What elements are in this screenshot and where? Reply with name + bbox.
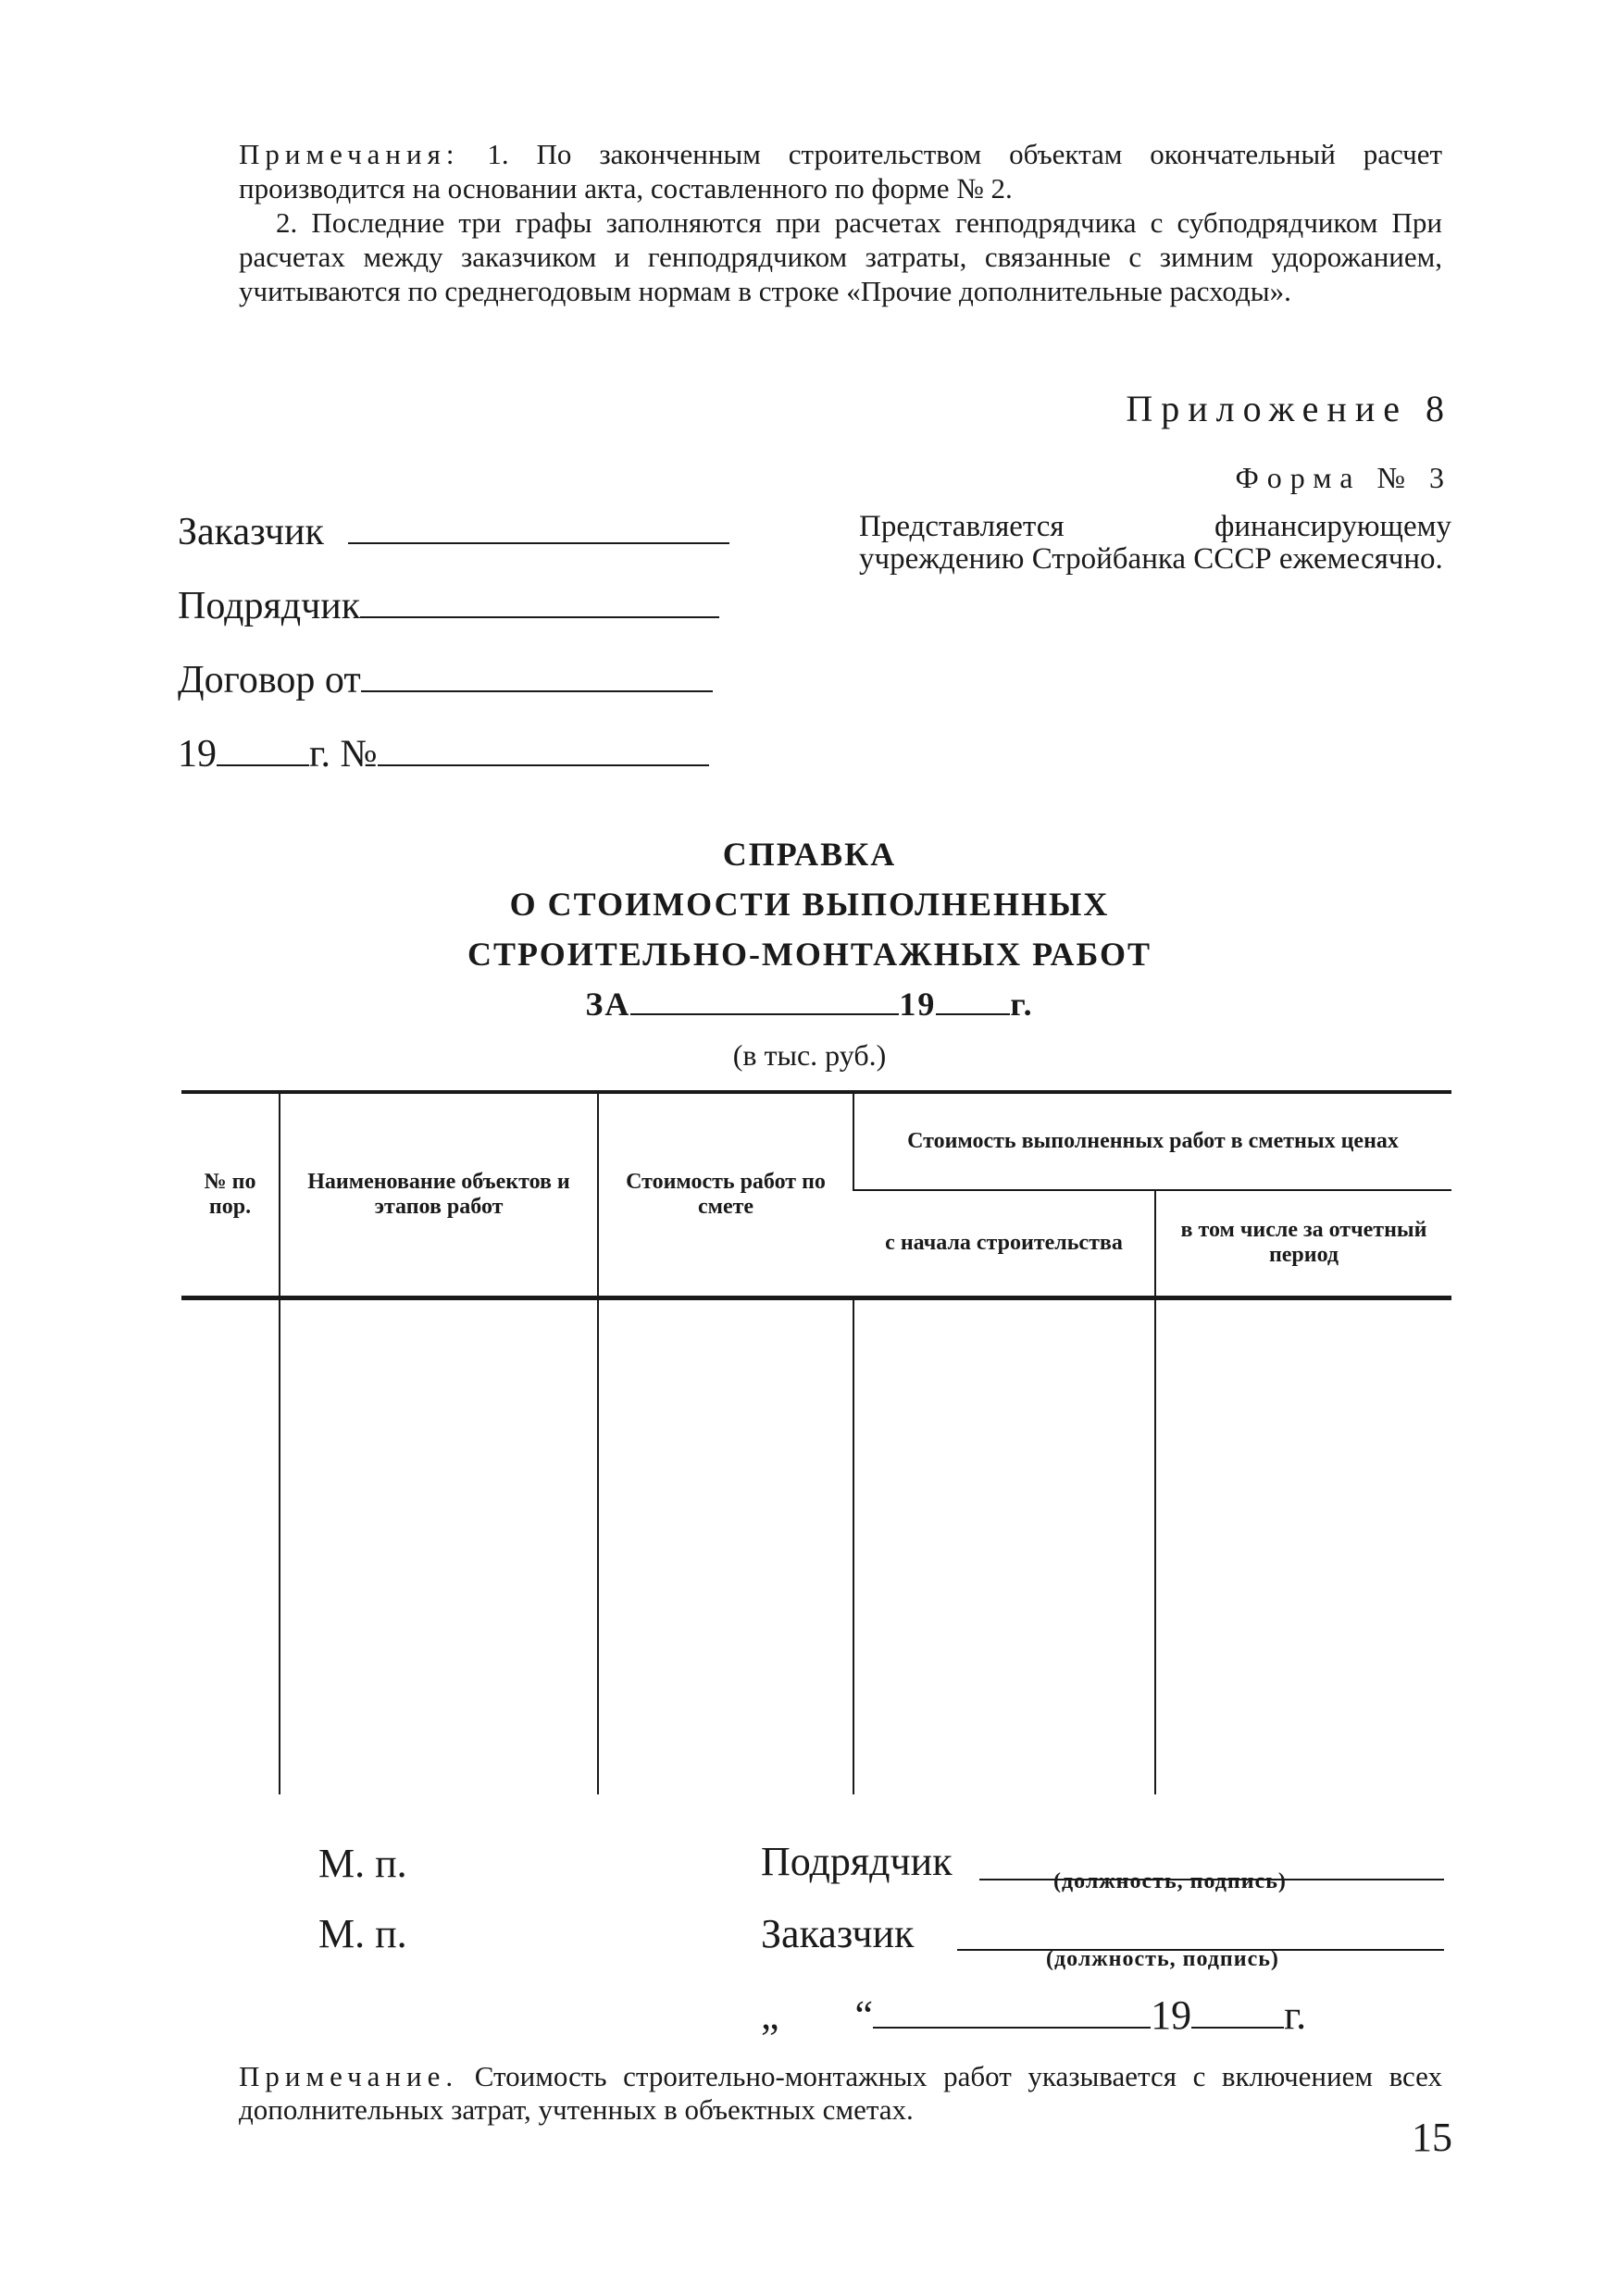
header-estimate-cost: Стоимость работ по смете: [598, 1092, 853, 1297]
date-year-prefix: 19: [1151, 1992, 1192, 2038]
stamp-1: М. п.: [318, 1841, 407, 1886]
table-cell: [598, 1297, 853, 1794]
table-cell: [181, 1297, 280, 1794]
footnote: [239, 2060, 1442, 2127]
period-year-line: [936, 986, 1010, 1015]
table-cell: [280, 1297, 598, 1794]
appendix-label: Приложение 8: [1126, 388, 1452, 429]
contract-year-line: [217, 729, 309, 766]
contract-field: [178, 655, 713, 707]
contract-year-suffix: г. №: [309, 733, 378, 776]
date-quote-close: “: [854, 1992, 874, 2038]
table-cell: [1155, 1297, 1451, 1794]
contractor-label: Подрядчик: [178, 585, 361, 627]
title-period: [0, 985, 1619, 1024]
customer-signature-label: Заказчик: [761, 1911, 915, 1956]
contractor-signature-label: Подрядчик: [761, 1839, 953, 1884]
customer-line: [348, 507, 729, 544]
table-cell: [853, 1297, 1155, 1794]
contract-date-field: [178, 729, 709, 781]
works-cost-table: [181, 1090, 1451, 1794]
header-completed-cost-group: Стоимость выполненных работ в сметных ценах: [853, 1092, 1451, 1190]
title-line-1: СПРАВКА: [722, 836, 897, 873]
date-month-line: [873, 1995, 1151, 2029]
notes-item-1: [239, 137, 1442, 205]
contract-line: [361, 655, 713, 692]
period-prefix: ЗА: [585, 986, 631, 1023]
header-object-name: Наименование объектов и этапов работ: [280, 1092, 598, 1297]
customer-signature-caption: (должность, подпись): [1046, 1947, 1279, 1971]
period-month-line: [630, 986, 899, 1015]
customer-field: [178, 507, 729, 559]
unit-note: (в тыс. руб.): [732, 1038, 887, 1072]
contractor-signature-caption: (должность, подпись): [1053, 1869, 1287, 1893]
notes-item-2: 2. Последние три графы заполняются при расчетах генподрядчика с субподрядчиком При расчетах между заказчиком и генподрядчиком затраты, связанные с зимним удорожанием, учитываются по среднегодовым нормам в строке «Прочие дополнительные расходы».: [239, 206, 1442, 307]
date-quote-open: „: [761, 1992, 779, 2038]
footnote-text: Стоимость строительно-монтажных работ указывается с включением всех дополнительных затрат, учтенных в объектных сметах.: [239, 2060, 1443, 2126]
page-number: 15: [1412, 2115, 1452, 2160]
period-year-suffix: г.: [1010, 986, 1034, 1023]
title-line-2: О СТОИМОСТИ ВЫПОЛНЕННЫХ: [509, 886, 1110, 923]
date-year-suffix: г.: [1284, 1992, 1307, 2038]
title-line-3: СТРОИТЕЛЬНО-МОНТАЖНЫХ РАБОТ: [467, 936, 1152, 973]
contract-number-line: [378, 729, 709, 766]
date-year-line: [1191, 1995, 1284, 2029]
notes-item-1-text: 1. По законченным строительством объектам окончательный расчет производится на основании акта, составленного по форме № 2.: [239, 138, 1443, 205]
customer-label: Заказчик: [178, 511, 324, 553]
notes-block: [239, 137, 1442, 308]
header-row-number: № по пор.: [181, 1092, 280, 1297]
table-row: [181, 1297, 1451, 1794]
contract-label: Договор от: [178, 659, 361, 701]
form-number: Форма № 3: [1235, 461, 1452, 494]
period-year-prefix: 19: [899, 986, 937, 1023]
contract-year-prefix: 19: [178, 733, 217, 776]
footnote-label: Примечание.: [239, 2060, 459, 2092]
header-reporting-period: в том числе за отчетный период: [1155, 1190, 1451, 1297]
sign-date: [761, 1992, 1306, 2039]
stamp-2: М. п.: [318, 1911, 407, 1956]
contractor-field: [178, 581, 719, 633]
notes-label: Примечания:: [239, 138, 460, 170]
contractor-line: [360, 581, 719, 618]
form-submission-note: Представляется финансирующему учреждению Стройбанка СССР ежемесячно.: [859, 510, 1451, 576]
header-since-start: с начала строительства: [853, 1190, 1155, 1297]
